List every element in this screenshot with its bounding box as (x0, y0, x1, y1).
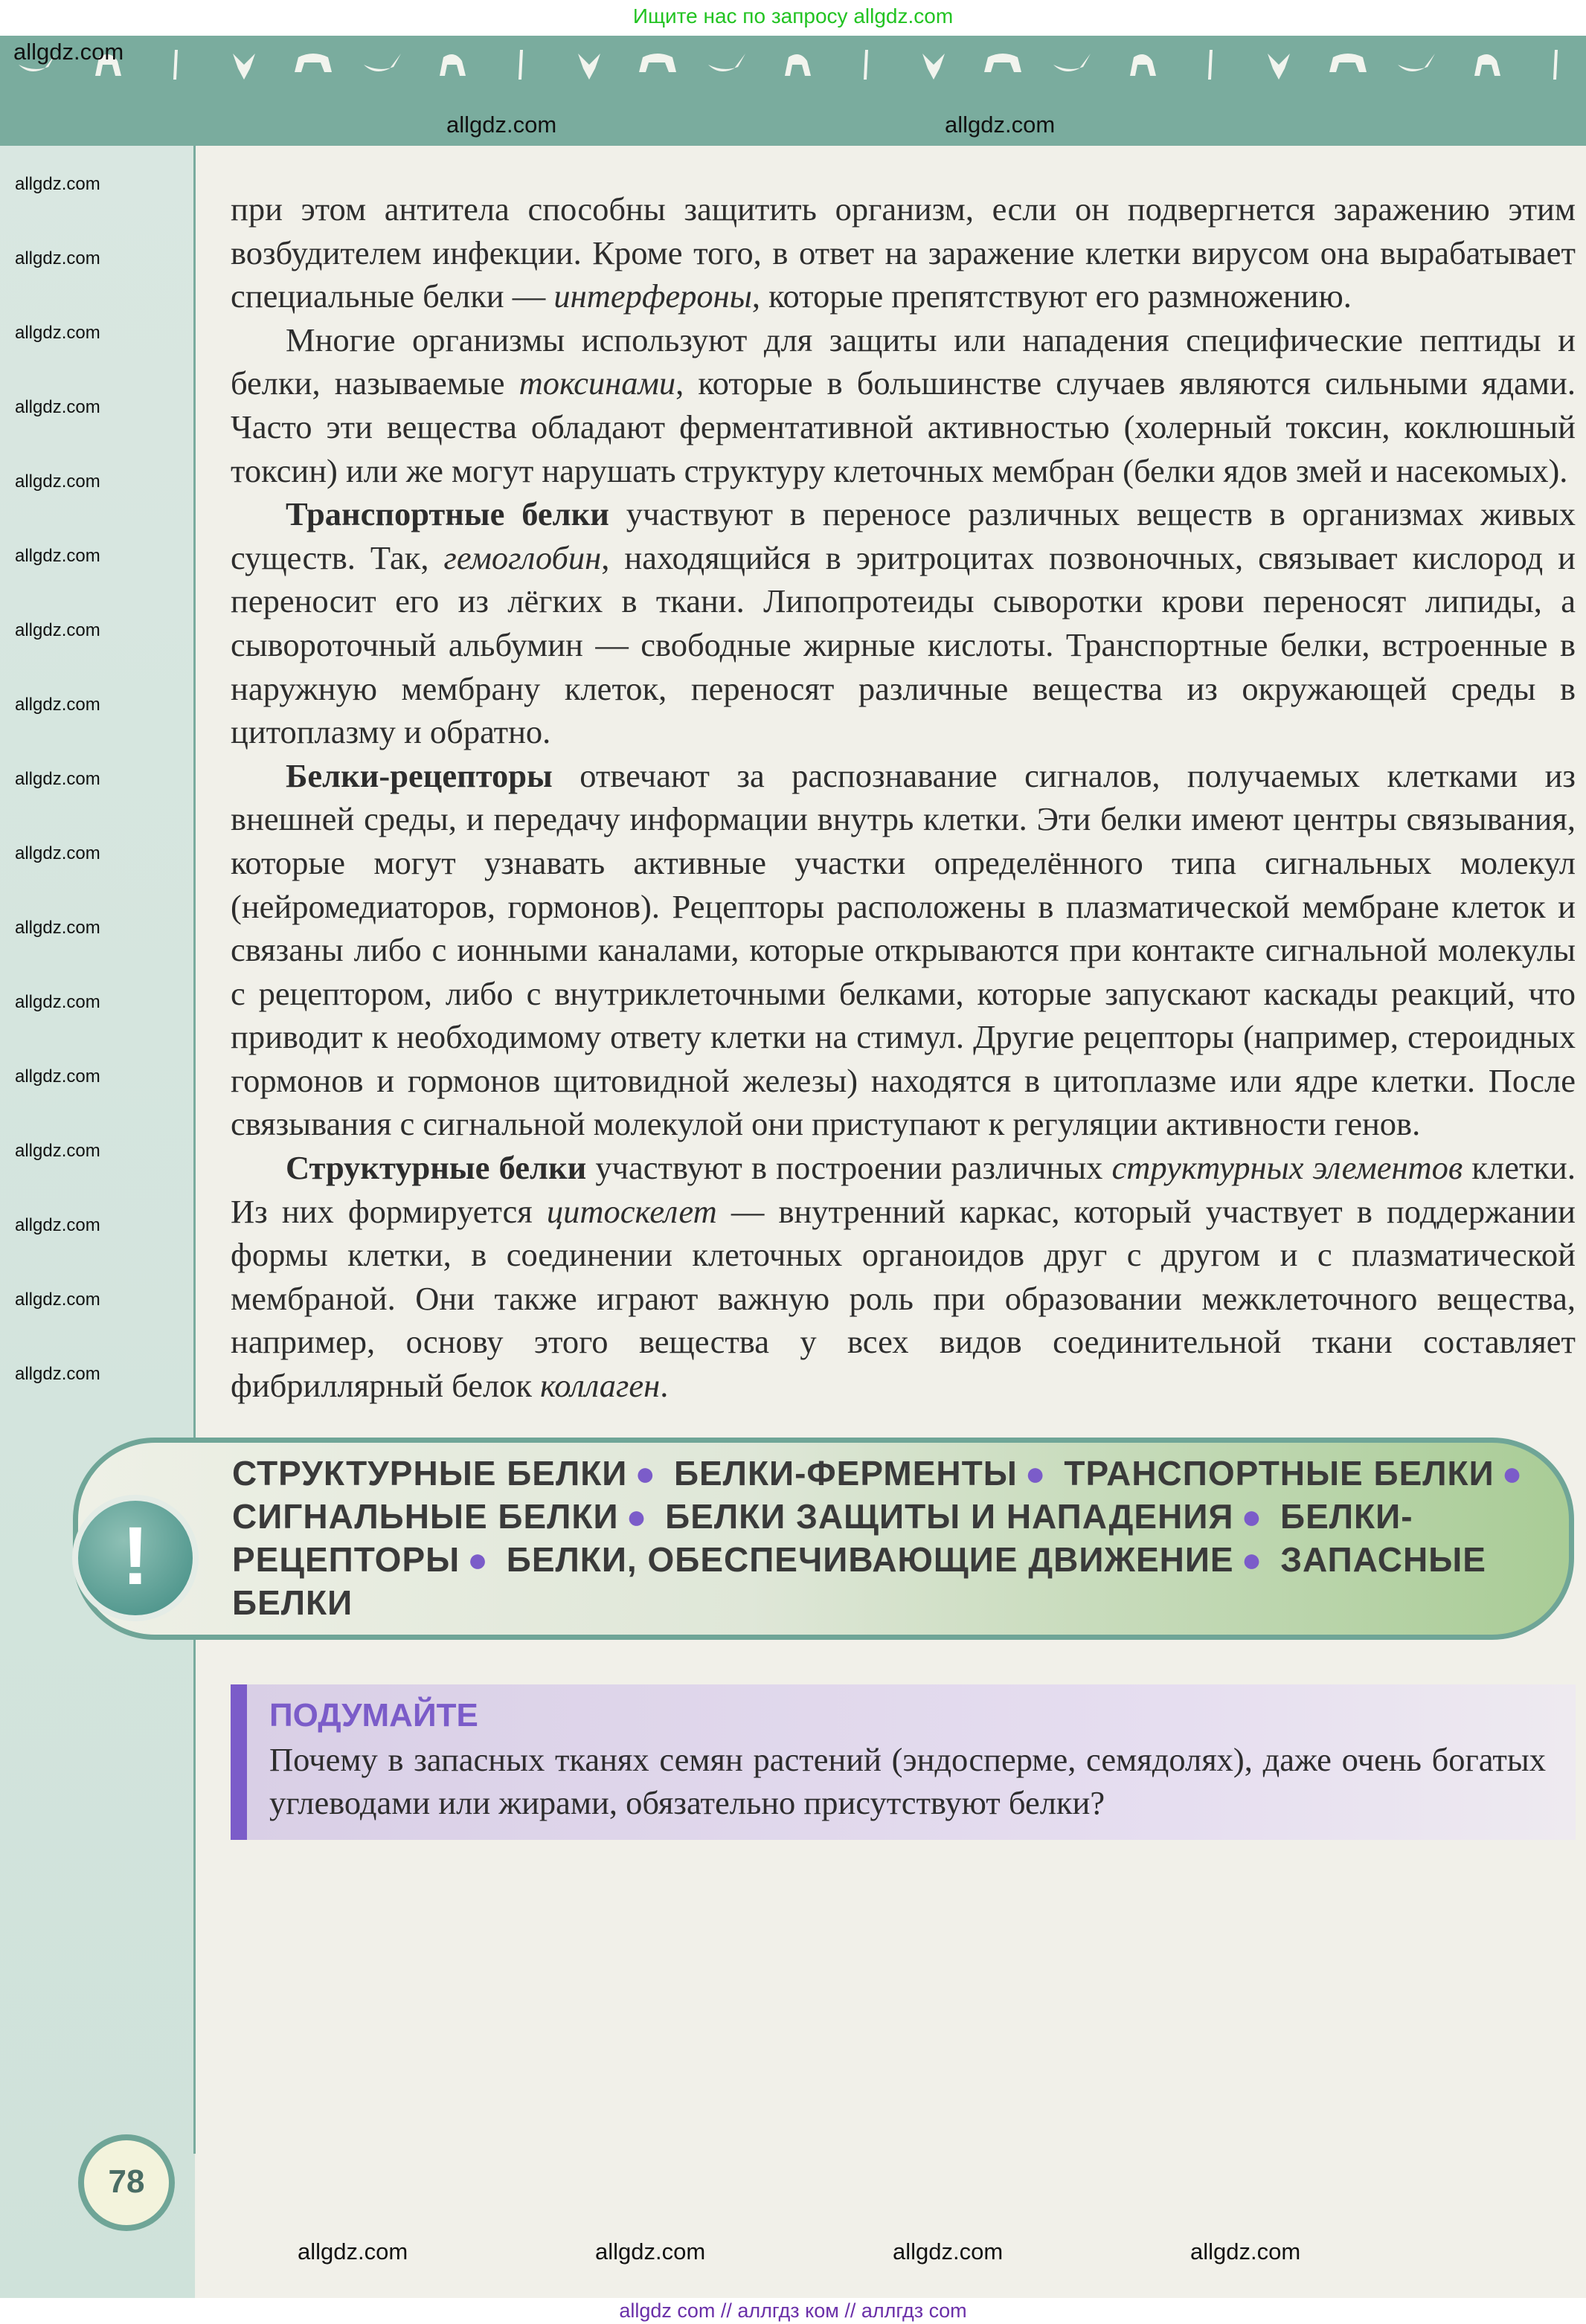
text-run: клетки. Из них формируется (231, 1149, 1576, 1230)
think-title: ПОДУМАЙТЕ (269, 1696, 478, 1734)
page-content (0, 187, 1586, 1840)
watermark: allgdz.com (15, 1215, 100, 1235)
watermark: allgdz.com (595, 2238, 706, 2265)
watermark: allgdz.com (15, 1364, 100, 1384)
paragraph (231, 754, 1576, 1146)
paragraph (231, 187, 1576, 318)
paragraph (231, 318, 1576, 492)
bullet-icon: ● (635, 1453, 657, 1493)
watermark: allgdz.com (15, 769, 100, 789)
watermark: allgdz.com (15, 471, 100, 492)
watermark: allgdz.com (15, 174, 100, 194)
watermark: allgdz.com (15, 620, 100, 640)
animal-silhouette-icon (911, 46, 956, 80)
watermark: allgdz.com (15, 248, 100, 268)
keyword: БЕЛКИ-РЕЦЕПТОРЫ (232, 1496, 1413, 1579)
watermark: allgdz.com (446, 112, 557, 138)
term-bold: Структурные белки (286, 1149, 587, 1187)
watermark: allgdz.com (15, 1141, 100, 1161)
watermark: allgdz.com (945, 112, 1056, 138)
keywords-box (73, 1438, 1574, 1640)
watermark: allgdz.com (298, 2238, 408, 2265)
text-run: , которые препятствуют его размножению. (751, 277, 1352, 315)
bullet-icon: ● (1501, 1453, 1524, 1493)
think-question: Почему в запасных тканях семян растений (эндосперме, семядолях), даже очень богатых углеводами или жирами, обязательно присутствуют белки? (269, 1740, 1546, 1822)
keyword: БЕЛКИ-ФЕРМЕНТЫ (673, 1453, 1018, 1493)
watermark: allgdz.com (15, 323, 100, 343)
animal-silhouette-icon (152, 46, 197, 80)
term-italic: интерфероны (553, 277, 752, 315)
animal-silhouette-icon (498, 46, 542, 80)
paragraph (231, 492, 1576, 754)
bullet-icon: ● (1241, 1539, 1263, 1579)
animal-silhouette-icon (774, 46, 818, 80)
top-banner: Ищите нас по запросу allgdz.com (0, 0, 1586, 36)
watermark: allgdz.com (13, 39, 124, 65)
keyword: ЗАПАСНЫЕ БЕЛКИ (232, 1539, 1486, 1622)
term-italic: гемоглобин (443, 538, 602, 576)
think-box (231, 1684, 1576, 1840)
animal-silhouette-icon (980, 46, 1025, 80)
term-italic: структурных элементов (1111, 1149, 1463, 1187)
animal-silhouette-icon (1326, 46, 1370, 80)
text-run: . (660, 1367, 669, 1405)
animal-silhouette-icon (360, 46, 405, 80)
animal-silhouette-icon (1256, 46, 1301, 80)
watermark: allgdz.com (15, 1066, 100, 1087)
keyword: БЕЛКИ ЗАЩИТЫ И НАПАДЕНИЯ (665, 1496, 1234, 1536)
animal-silhouette-icon (1532, 46, 1577, 80)
animal-silhouette-icon (567, 46, 611, 80)
footer-banner: allgdz com // аллгдз ком // аллгдз com (0, 2298, 1586, 2324)
text-run: при этом антитела способны защитить организм, если он подвергнется заражению этим возбудителем инфекции. Кроме того, в ответ на заражение клетки вирусом она вырабатывает специальные белки — (231, 190, 1576, 315)
text-run: , которые в большинстве случаев являются сильными ядами. Часто эти вещества обладают ферментативной активностью (холерный токсин, коклюшный токсин) или же могут нарушать структуру клеточных мембран (белки ядов змей и насекомых). (231, 364, 1576, 489)
animal-silhouette-icon (1463, 46, 1508, 80)
watermark: allgdz.com (1190, 2238, 1301, 2265)
watermark: allgdz.com (15, 397, 100, 417)
keywords-list (232, 1452, 1539, 1624)
bullet-icon: ● (626, 1496, 648, 1536)
watermark: allgdz.com (15, 1290, 100, 1310)
term-italic: коллаген (540, 1367, 661, 1405)
text-run: , находящийся в эритроцитах позвоночных, связывает кислород и переносит его из лёгких в ткани. Липопротеиды сыворотки крови переносят липиды, а сывороточный альбумин — свободные жирные кислоты. Транспортные белки, встроенные в наружную мембрану клеток, переносят различные вещества из окружающей среды в цитоплазму и обратно. (231, 538, 1576, 751)
paragraph (231, 1146, 1576, 1408)
term-bold: Белки-рецепторы (286, 756, 553, 794)
exclamation-icon: ! (72, 1495, 199, 1621)
animal-silhouette-icon (1187, 46, 1232, 80)
animal-silhouette-icon (222, 46, 266, 80)
keyword: СИГНАЛЬНЫЕ БЕЛКИ (232, 1496, 619, 1536)
text-run: участвуют в переносе различных веществ в организмах живых существ. Так, (231, 495, 1576, 576)
keyword: СТРУКТУРНЫЕ БЕЛКИ (232, 1453, 628, 1493)
animal-silhouette-icon (1050, 46, 1094, 80)
animal-silhouette-icon (428, 46, 473, 80)
text-run: Многие организмы используют для защиты или нападения специфические пептиды и белки, называемые (231, 321, 1576, 402)
watermark: allgdz.com (15, 992, 100, 1012)
animal-silhouette-icon (1119, 46, 1163, 80)
animal-silhouette-icon (635, 46, 680, 80)
text-run: участвуют в построении различных (586, 1149, 1112, 1187)
main-text (231, 187, 1576, 1408)
keyword: БЕЛКИ, ОБЕСПЕЧИВАЮЩИЕ ДВИЖЕНИЕ (506, 1539, 1234, 1579)
bullet-icon: ● (1024, 1453, 1047, 1493)
animal-silhouette-icon (704, 46, 749, 80)
page-number: 78 (78, 2134, 175, 2231)
watermark: allgdz.com (15, 918, 100, 938)
animal-silhouette-icon (291, 46, 336, 80)
watermark: allgdz.com (15, 843, 100, 863)
term-italic: цитоскелет (546, 1192, 717, 1230)
watermark: allgdz.com (893, 2238, 1004, 2265)
term-italic: токсинами (518, 364, 676, 402)
text-run: — внутренний каркас, который участвует в поддержании формы клетки, в соединении клеточных органоидов друг с другом и с плазматической мембраной. Они также играют важную роль при образовании межклеточного вещества, например, основу этого вещества у всех видов соединительной ткани составляет фибриллярный белок (231, 1192, 1576, 1405)
watermark: allgdz.com (15, 695, 100, 715)
text-run: отвечают за распознавание сигналов, получаемых клетками из внешней среды, и передачу информации внутрь клетки. Эти белки имеют центры связывания, которые могут узнавать активные участки определённого типа сигнальных молекул (нейромедиаторов, гормонов). Рецепторы расположены в плазматической мембране клеток и связаны либо с ионными каналами, которые открываются при контакте сигнальной молекулы с рецептором, либо с внутриклеточными белками, которые запускают каскады реакций, что приводит к необходимому ответу клетки на стимул. Другие рецепторы (например, стероидных гормонов и гормонов щитовидной железы) находятся в цитоплазме или ядре клетки. После связывания с сигнальной молекулой они приступают к регуляции активности генов. (231, 756, 1576, 1143)
animal-silhouettes (15, 46, 1577, 80)
bullet-icon: ● (467, 1539, 489, 1579)
animal-silhouette-icon (843, 46, 887, 80)
keyword: ТРАНСПОРТНЫЕ БЕЛКИ (1064, 1453, 1494, 1493)
watermark: allgdz.com (15, 546, 100, 566)
animal-silhouette-icon (1394, 46, 1439, 80)
term-bold: Транспортные белки (286, 495, 609, 533)
bullet-icon: ● (1241, 1496, 1263, 1536)
